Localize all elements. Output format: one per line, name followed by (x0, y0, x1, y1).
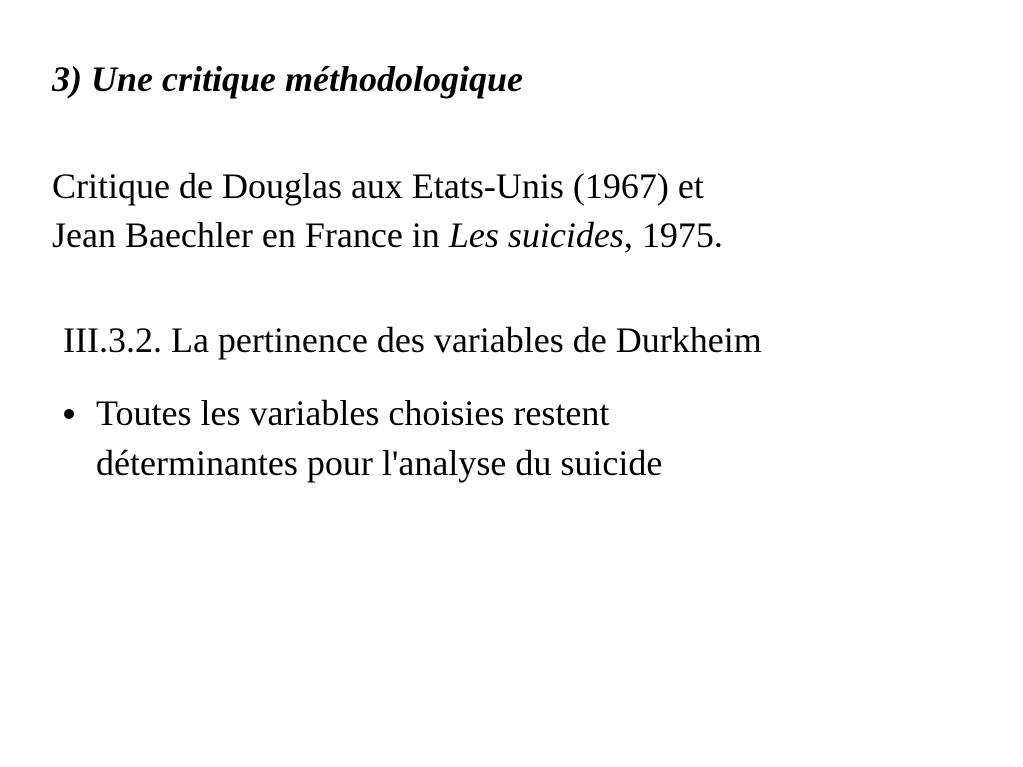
subheading: III.3.2. La pertinence des variables de Durkheim (63, 320, 762, 360)
bullet-line-2: déterminantes pour l'analyse du suicide (96, 443, 663, 483)
bullet-item (62, 388, 982, 488)
bullet-dot-icon (64, 409, 74, 419)
bullet-text (96, 388, 982, 488)
section-title: 3) Une critique méthodologique (52, 59, 523, 99)
critique-line-2-prefix: Jean Baechler en France in (52, 215, 449, 255)
critique-line-1: Critique de Douglas aux Etats-Unis (1967) et (52, 166, 704, 206)
critique-line-2-suffix: , 1975. (623, 215, 723, 255)
bullet-line-1: Toutes les variables choisies restent (96, 393, 610, 433)
critique-paragraph (52, 162, 992, 260)
critique-line-2 (52, 211, 992, 260)
bullet-list (62, 388, 982, 488)
book-title: Les suicides (448, 215, 624, 255)
